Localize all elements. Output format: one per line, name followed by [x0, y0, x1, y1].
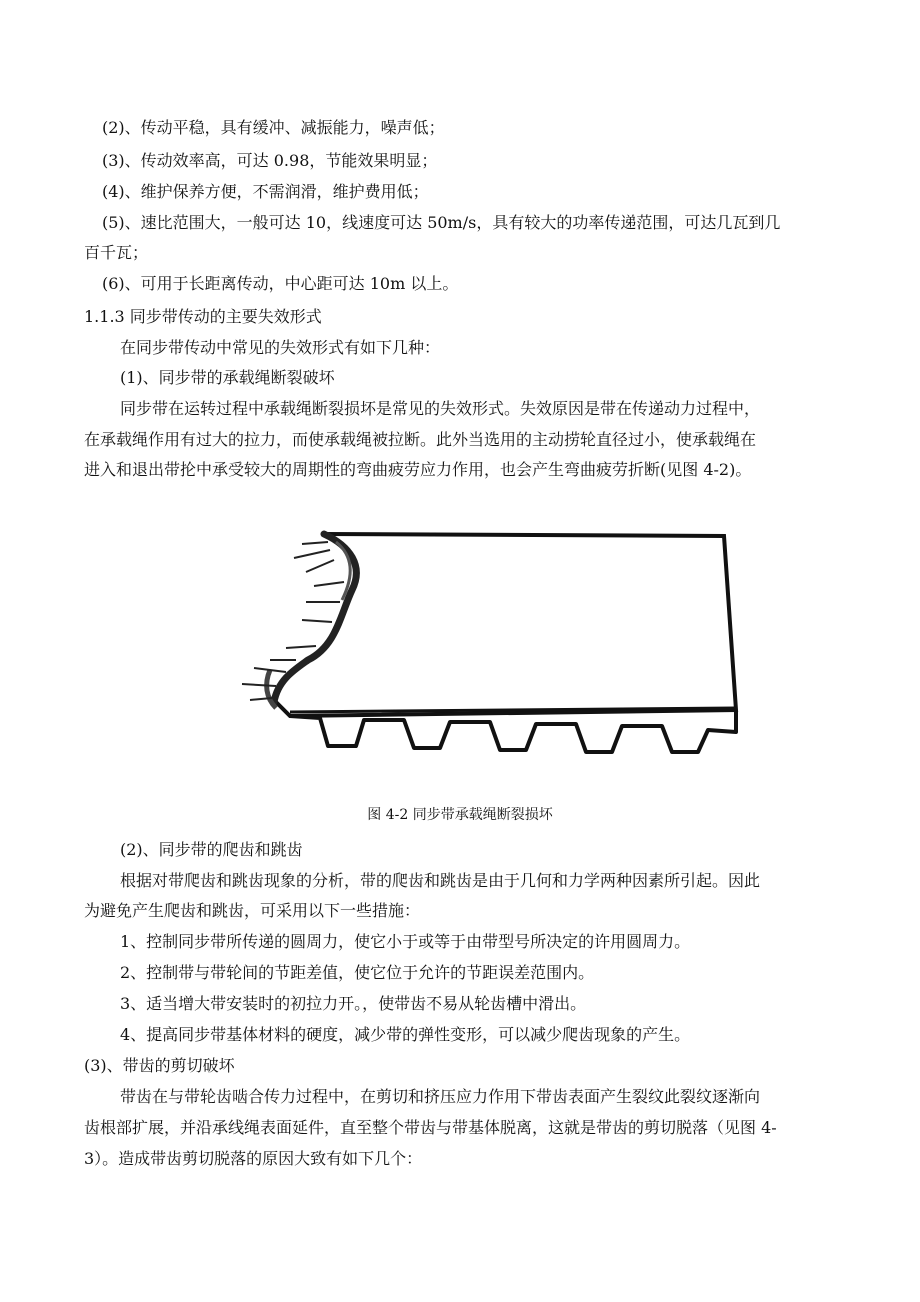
- paragraph-line: 在承载绳作用有过大的拉力，而使承载绳被拉断。此外当选用的主动捞轮直径过小，使承载绳在: [84, 430, 757, 449]
- figure-caption: 图 4-2 同步带承载绳断裂损坏: [367, 807, 553, 823]
- paragraph-line: 根据对带爬齿和跳齿现象的分析，带的爬齿和跳齿是由于几何和力学两种因素所引起。因此: [120, 871, 761, 890]
- paragraph-line: 同步带在运转过程中承载绳断裂损坏是常见的失效形式。失效原因是带在传递动力过程中，: [120, 399, 761, 418]
- list-item: (3)、传动效率高，可达 0.98，节能效果明显；: [102, 151, 438, 170]
- list-item: 1、控制同步带所传递的圆周力，使它小于或等于由带型号所决定的许用圆周力。: [120, 932, 691, 951]
- paragraph-line: 进入和退出带抡中承受较大的周期性的弯曲疲劳应力作用，也会产生弯曲疲劳折断(见图 4-2)。: [84, 460, 752, 479]
- list-item: (2)、传动平稳，具有缓冲、减振能力，噪声低；: [102, 118, 445, 137]
- paragraph-line: 3）。造成带齿剪切脱落的原因大致有如下几个：: [84, 1149, 423, 1168]
- list-item: 4、提高同步带基体材料的硬度，减少带的弹性变形，可以减少爬齿现象的产生。: [120, 1025, 691, 1044]
- list-item: (4)、维护保养方便，不需润滑，维护费用低；: [102, 182, 429, 201]
- subsection-heading: (1)、同步带的承载绳断裂破坏: [120, 368, 335, 387]
- paragraph-line: 带齿在与带轮齿啮合传力过程中，在剪切和挤压应力作用下带齿表面产生裂纹此裂纹逐渐向: [120, 1087, 761, 1106]
- section-heading: 1.1.3 同步带传动的主要失效形式: [84, 307, 322, 326]
- belt-failure-figure: [224, 520, 756, 772]
- subsection-heading: (3)、带齿的剪切破坏: [84, 1056, 235, 1075]
- paragraph-line: 齿根部扩展，并沿承线绳表面延件，直至整个带齿与带基体脱离，这就是带齿的剪切脱落（见图 4-: [84, 1118, 777, 1137]
- list-item: 2、控制带与带轮间的节距差值，使它位于允许的节距误差范围内。: [120, 963, 595, 982]
- list-item: (6)、可用于长距离传动，中心距可达 10m 以上。: [102, 274, 459, 293]
- text-line: 百千瓦；: [84, 243, 149, 262]
- subsection-heading: (2)、同步带的爬齿和跳齿: [120, 840, 303, 859]
- list-item: (5)、速比范围大，一般可达 10，线速度可达 50m/s，具有较大的功率传递范围，可达几瓦到几: [102, 213, 781, 232]
- list-item: 3、适当增大带安装时的初拉力开。，使带齿不易从轮齿槽中滑出。: [120, 994, 587, 1013]
- text-line: 在同步带传动中常见的失效形式有如下几种：: [120, 338, 441, 357]
- paragraph-line: 为避免产生爬齿和跳齿，可采用以下一些措施：: [84, 901, 421, 920]
